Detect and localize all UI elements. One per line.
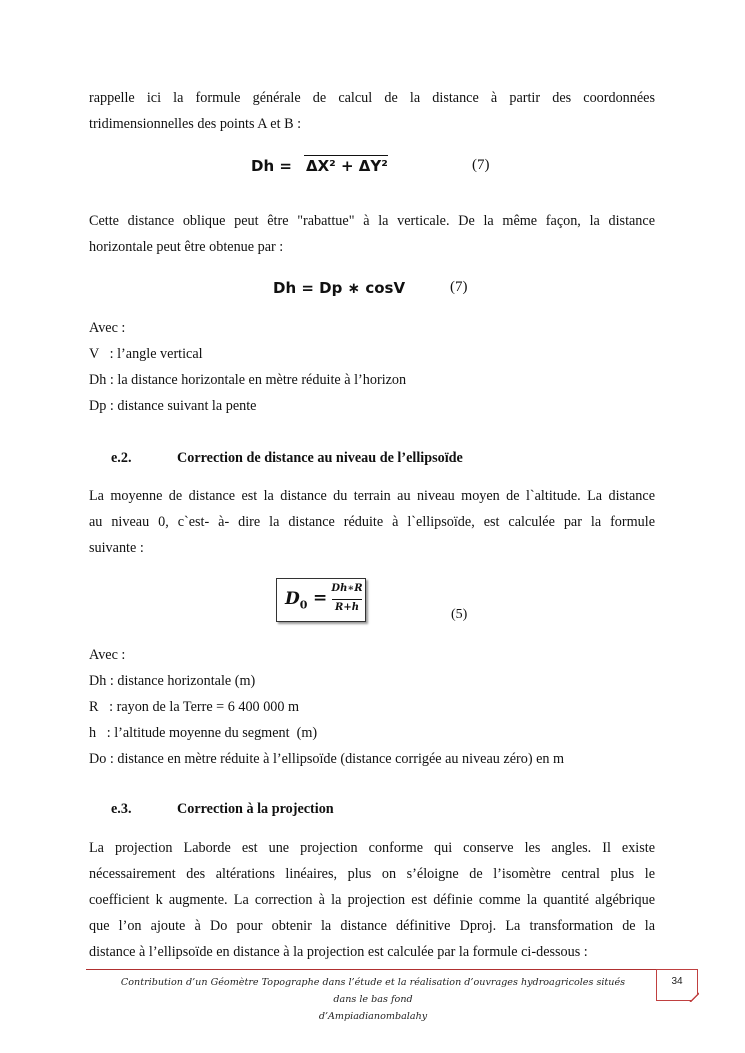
para4-line-5: distance à l’ellipsoïde en distance à la projection est calculée par la formule ci-dessous : [89, 944, 588, 960]
avec-2-item: Dh : distance horizontale (m) [89, 673, 256, 689]
formula-3-denominator: R+h [335, 602, 359, 613]
para3-line-3: suivante : [89, 540, 144, 556]
formula-3-numerator: Dh∗R [331, 583, 363, 594]
para3-line-1: La moyenne de distance est la distance du terrain au niveau moyen de l`altitude. La distance [89, 488, 655, 504]
fraction-bar [332, 599, 362, 600]
footer-divider [86, 969, 658, 970]
formula-3-equals: = [313, 588, 328, 608]
section-e2-title: Correction de distance au niveau de l’ellipsoïde [177, 450, 463, 466]
intro-line-2: tridimensionnelles des points A et B : [89, 116, 302, 132]
avec-1-item: Dp : distance suivant la pente [89, 398, 257, 414]
avec-1-item: V : l’angle vertical [89, 346, 203, 362]
section-e2-number: e.2. [111, 450, 132, 466]
paragraph-projection [89, 835, 655, 965]
avec-2-title: Avec : [89, 647, 126, 663]
avec-1-title: Avec : [89, 320, 126, 336]
para4-line-4: que l’on ajoute à Do pour obtenir la distance définitive Dproj. La transformation de la [89, 918, 655, 934]
para3-line-2: au niveau 0, c`est- à- dire la distance réduite à l`ellipsoïde, est calculée par la formule [89, 514, 655, 530]
formula-1-lhs: Dh = [251, 157, 292, 175]
formula-2: Dh = Dp ∗ cosV [273, 279, 406, 297]
para4-line-1: La projection Laborde est une projection conforme qui conserve les angles. Il existe [89, 840, 655, 856]
para2-line-2: horizontale peut être obtenue par : [89, 239, 284, 255]
paragraph-oblique [89, 208, 655, 260]
footer-line-1: Contribution d’un Géomètre Topographe dans l’étude et la réalisation d’ouvrages hydroagricoles situés dans le bas fond [120, 977, 626, 1005]
formula-3-number: (5) [451, 607, 468, 622]
avec-2-item: Do : distance en mètre réduite à l’ellipsoïde (distance corrigée au niveau zéro) en m [89, 751, 565, 767]
paragraph-ellipsoid [89, 483, 655, 561]
page-number-box [656, 969, 698, 1001]
section-e3-number: e.3. [111, 801, 132, 817]
footer-line-2: d’Ampiadianombalahy [318, 1011, 428, 1022]
formula-3-box [276, 578, 366, 622]
intro-line-1: rappelle ici la formule générale de calcul de la distance à partir des coordonnées [89, 90, 655, 106]
para4-line-2: nécessairement des altérations linéaires, plus on s’éloigne de l’isomètre central plus le [89, 866, 655, 882]
footer-caption [108, 974, 638, 1025]
intro-paragraph [89, 85, 655, 137]
formula-2-number: (7) [450, 279, 468, 295]
page-number: 34 [671, 976, 683, 987]
formula-3-lhs: $D_0$ [285, 589, 308, 612]
section-e3-title: Correction à la projection [177, 801, 334, 817]
formula-1-radicand: ΔX² + ΔY² [306, 157, 388, 175]
avec-2-item: R : rayon de la Terre = 6 400 000 m [89, 699, 300, 715]
avec-1-item: Dh : la distance horizontale en mètre réduite à l’horizon [89, 372, 407, 388]
avec-2-item: h : l’altitude moyenne du segment (m) [89, 725, 318, 741]
para4-line-3: coefficient k augmente. La correction à la projection est définie comme la quantité algébrique [89, 892, 655, 908]
formula-1-number: (7) [472, 157, 490, 173]
para2-line-1: Cette distance oblique peut être "rabattue" à la verticale. De la même façon, la distance [89, 213, 655, 229]
